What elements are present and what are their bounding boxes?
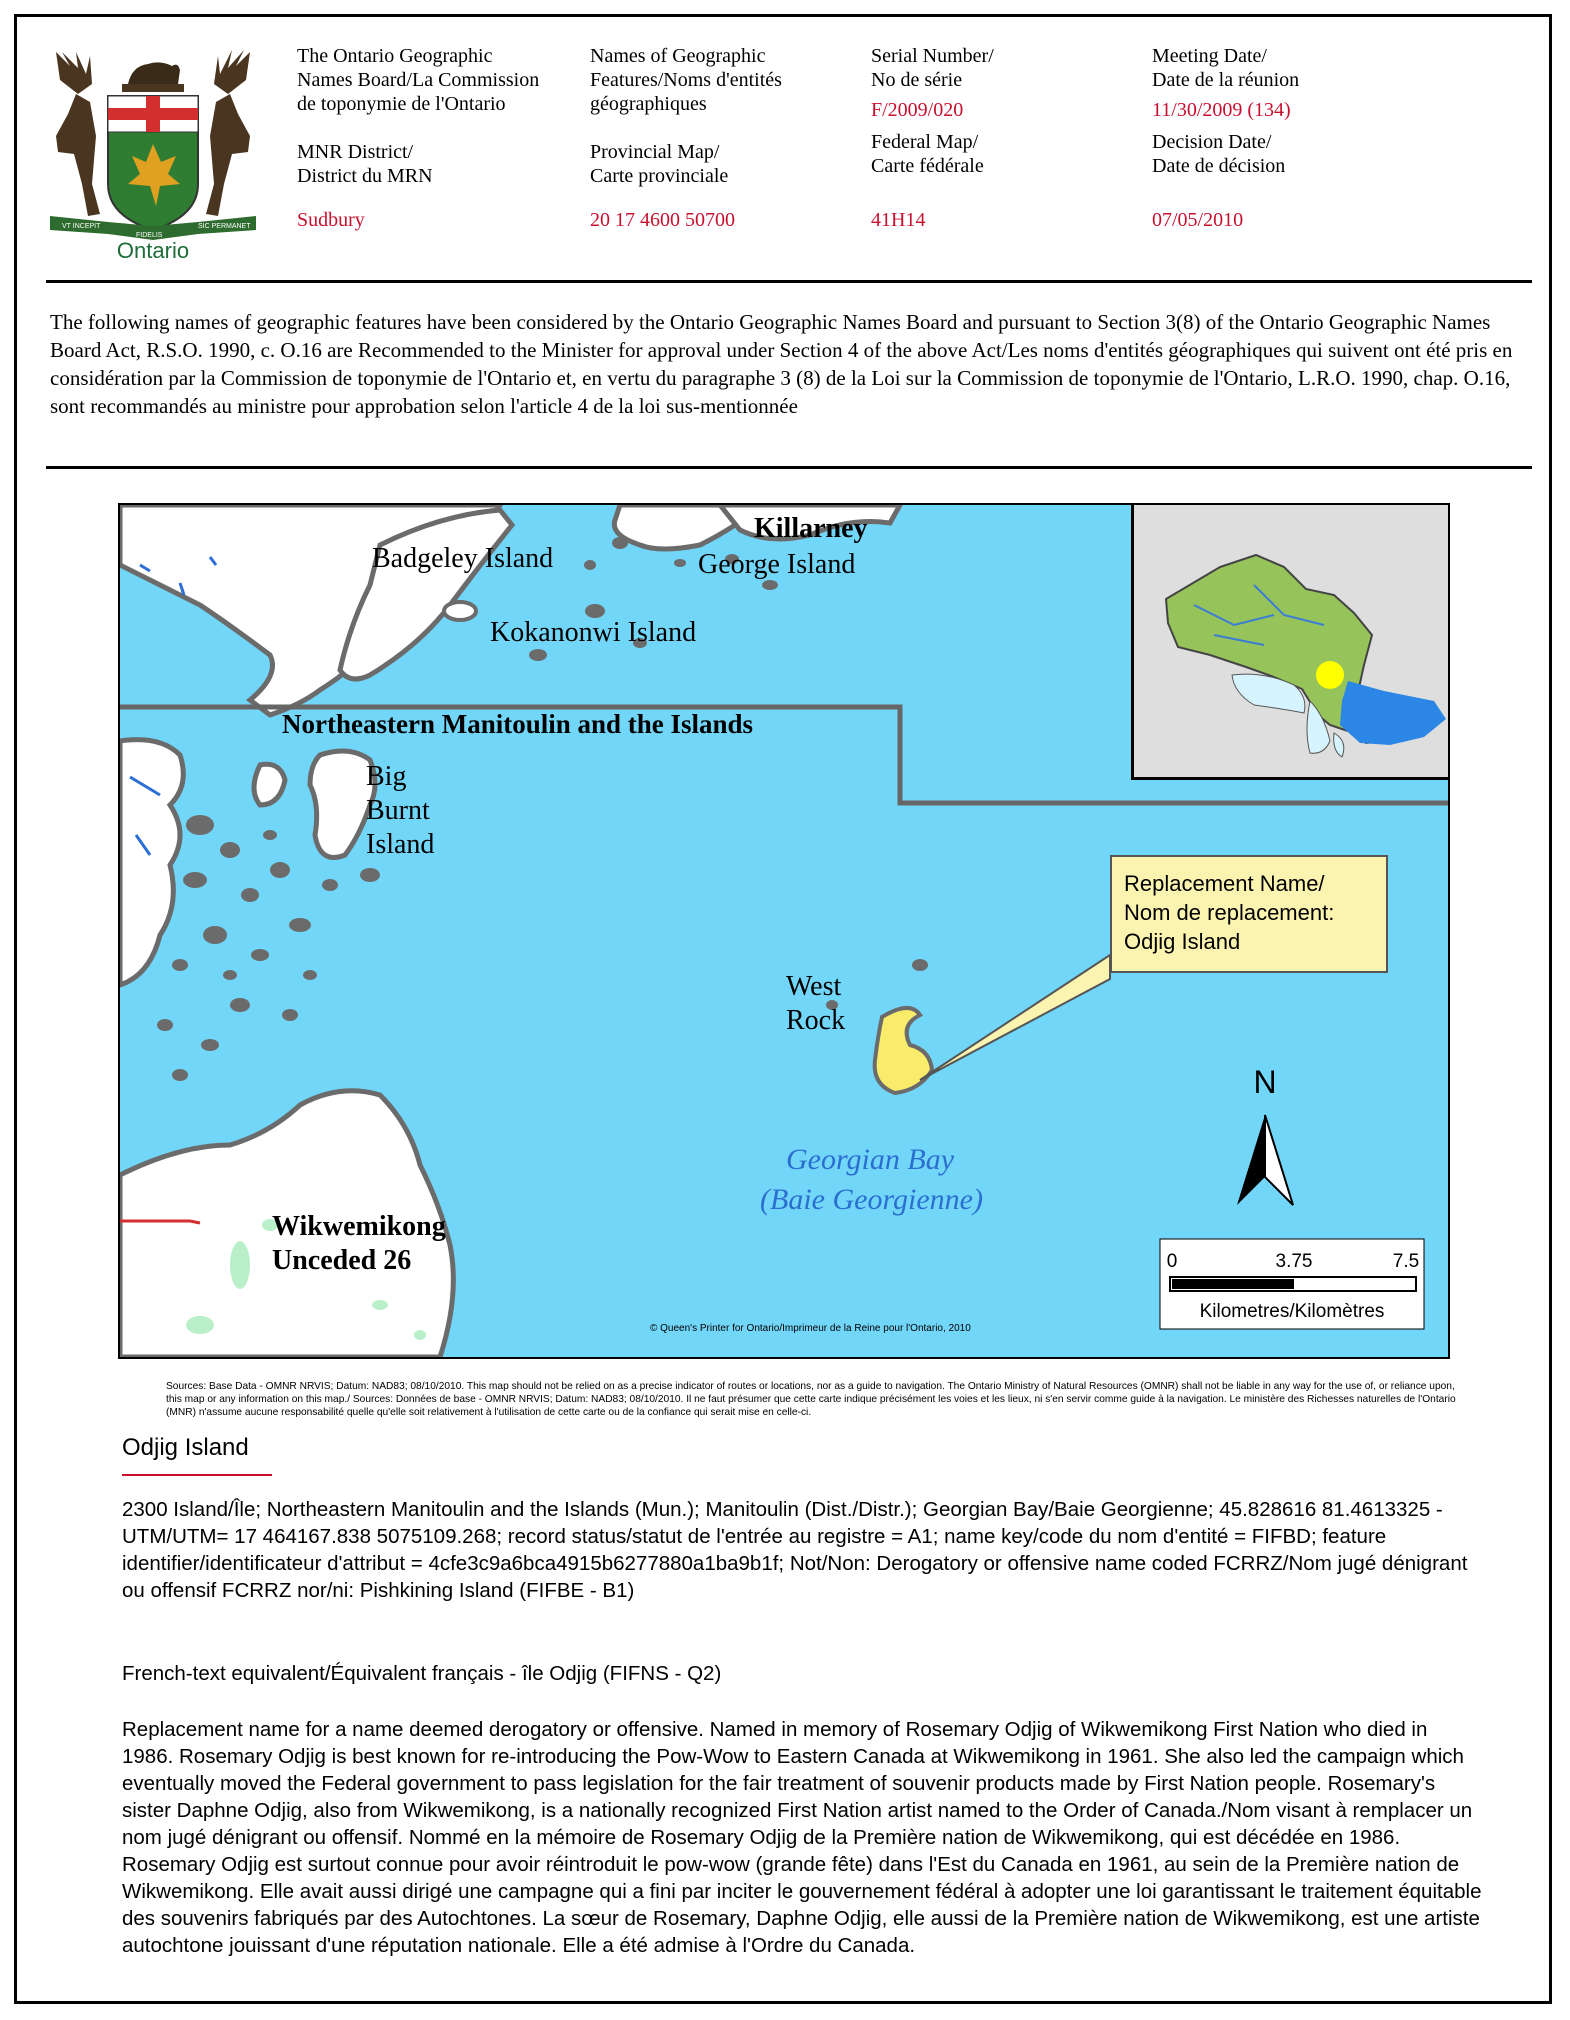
provincial-map-value: 20 17 4600 50700 [590, 209, 735, 231]
georgian-bay-label-1: Georgian Bay [786, 1143, 955, 1176]
scale-tick-2: 7.5 [1392, 1251, 1420, 1272]
provincial-map-label: Provincial Map/ Carte provinciale [590, 141, 729, 187]
mnr-district-value: Sudbury [297, 209, 365, 231]
municipality-label: Northeastern Manitoulin and the Islands [282, 709, 754, 739]
islet [612, 537, 628, 549]
callout-line-2: Nom de replacement: [1124, 900, 1335, 925]
ontario-wordmark: Ontario [116, 238, 190, 262]
islet [444, 602, 476, 620]
scale-tick-1: 3.75 [1275, 1251, 1313, 1272]
shield-icon [108, 96, 198, 230]
entry-description: Replacement name for a name deemed derogatory or offensive. Named in memory of Rosemary Odjig of Wikwemikong First Nation who died in 1986. Rosemary Odjig is best known for re-introducing the Pow-Wow to Eastern Canada at Wikwemikong in 1961. She also led the campaign which eventually moved the Federal government to pass legislation for the fair treatment of souvenir products made by First Nation people. Rosemary's sister Daphne Odjig, also from Wikwemikong, is a nationally recognized First Nation artist named to the Order of Canada./Nom visant à remplacer un nom jugé dénigrant ou offensif. Nommé en la mémoire de Rosemary Odjig de la Première nation de Wikwemikong, qui est décédée en 1986. Rosemary Odjig est surtout connue pour avoir réintroduit le pow-wow (grande fête) dans l'Est du Canada en 1961, au sein de la Première nation de Wikwemikong. Elle avait aussi dirigé une campagne qui a fini par inciter le gouvernement fédéral à adopter une loi garantissant le traitement équitable des souvenirs fabriqués par des Autochtones. La sœur de Rosemary, Daphne Odjig, elle aussi de la Première nation de Wikwemikong, est une artiste autochtone jouissant d'une réputation nationale. Elle a été admise à l'Ordre du Canada. [122, 1718, 1482, 1957]
wikwemikong-label-1: Wikwemikong [272, 1211, 446, 1242]
mnr-district-label: MNR District/ District du MRN [297, 141, 433, 187]
replacement-name-callout [1110, 855, 1388, 973]
north-label: N [1253, 1064, 1277, 1100]
header-divider [46, 280, 1532, 283]
west-rock-label-2: Rock [786, 1005, 846, 1036]
islet [762, 580, 778, 590]
deer-supporter-icon [206, 50, 250, 216]
decision-date-value: 07/05/2010 [1152, 209, 1244, 231]
map-sources-note: Sources: Base Data - OMNR NRVIS; Datum: NAD83; 08/10/2010. This map should not be relied on as a precise indicator of routes or locations, nor as a guide to navigation. The Ontario Ministry of Natural Resources (OMNR) shall not be liable in any way for the use of, or reliance upon, this map or any information on this map./ Sources: Données de base - OMNR NRVIS; Datum: NAD83; 08/10/2010. Il ne faut présumer que cette carte indique précisément les voies et les lieux, ni s'en servir comme guide à la navigation. Le ministère des Richesses naturelles de l'Ontario (MNR) n'assume aucune responsabilité quelle qu'elle soit relativement à l'utilisation de cette carte ou de la confiance qui serait mise en celle-ci. [166, 1381, 1456, 1418]
callout-line-3: Odjig Island [1124, 929, 1241, 954]
ontario-inset-south [1340, 681, 1446, 745]
big-burnt-label-1: Big [366, 761, 407, 792]
islet [584, 560, 596, 570]
scale-bar [1160, 1239, 1424, 1329]
entry-title: Odjig Island [122, 1434, 249, 1461]
serial-number-value: F/2009/020 [871, 99, 964, 121]
kokanonwi-island-label: Kokanonwi Island [490, 617, 697, 648]
moose-supporter-icon [56, 52, 100, 216]
motto-center-text: FIDELIS [136, 232, 163, 239]
west-rock-label-1: West [786, 971, 842, 1002]
bear-crest-icon [122, 62, 184, 92]
killarney-label: Killarney [754, 513, 868, 544]
inset-locator-map [1131, 503, 1450, 780]
entry-title-underline [122, 1474, 272, 1476]
motto-right-text: SIC PERMANET [198, 223, 251, 230]
motto-left-text: VT INCEPIT [62, 223, 101, 230]
meeting-date-label: Meeting Date/ Date de la réunion [1152, 45, 1300, 91]
big-burnt-label-2: Burnt [366, 795, 430, 826]
entry-details: 2300 Island/Île; Northeastern Manitoulin and the Islands (Mun.); Manitoulin (Dist./Distr.); Georgian Bay/Baie Georgienne; 45.828616 81.4613325 - UTM/UTM= 17 464167.838 5075109.268; record status/statut de l'entrée au registre = A1; name key/code du nom d'entité = FIFBD; feature identifier/identificateur d'attribut = 4cfe3c9a6bca4915b6277880a1ba9b1f; Not/Non: Derogatory or offensive name coded FCRRZ/Nom jugé dénigrant ou offensif FCRRZ nor/ni: Pishkining Island (FIFBE - B1) [122, 1498, 1468, 1602]
islet [674, 559, 686, 567]
wikwemikong-label-2: Unceded 26 [272, 1245, 412, 1276]
location-marker [1316, 661, 1344, 689]
george-island-label: George Island [698, 549, 856, 580]
decision-date-label: Decision Date/ Date de décision [1152, 131, 1286, 177]
intro-paragraph: The following names of geographic features have been considered by the Ontario Geographic Names Board and pursuant to Section 3(8) of the Ontario Geographic Names Board Act, R.S.O. 1990, c. O.16 are Recommended to the Minister for approval under Section 4 of the above Act/Les noms d'entités géographiques qui suivent ont été pris en considération par la Commission de toponymie de l'Ontario et, en vertu du paragraphe 3 (8) de la Loi sur la Commission de toponymie de l'Ontario, L.R.O. 1990, chap. O.16, sont recommandés au ministre pour approbation selon l'article 4 de la loi sus-mentionnée [50, 310, 1513, 418]
intro-divider [46, 466, 1532, 469]
meeting-date-value: 11/30/2009 (134) [1152, 99, 1291, 121]
board-name: The Ontario Geographic Names Board/La Commission de toponymie de l'Ontario [297, 45, 540, 115]
scale-tick-0: 0 [1166, 1251, 1178, 1272]
islet [529, 649, 547, 661]
ontario-coat-of-arms-logo [48, 44, 258, 262]
map-copyright: © Queen's Printer for Ontario/Imprimeur de la Reine pour l'Ontario, 2010 [650, 1323, 971, 1334]
badgeley-island-label: Badgeley Island [372, 543, 554, 574]
big-burnt-label-3: Island [366, 829, 435, 860]
callout-line-1: Replacement Name/ [1124, 871, 1325, 896]
federal-map-value: 41H14 [871, 209, 926, 231]
georgian-bay-label-2: (Baie Georgienne) [760, 1183, 983, 1216]
inset-map-canvas [1134, 505, 1450, 777]
french-equivalent: French-text equivalent/Équivalent français - île Odjig (FIFNS - Q2) [122, 1662, 722, 1685]
location-map [118, 503, 1450, 1359]
names-label: Names of Geographic Features/Noms d'entités géographiques [590, 45, 782, 115]
serial-number-label: Serial Number/ No de série [871, 45, 994, 91]
federal-map-label: Federal Map/ Carte fédérale [871, 131, 984, 177]
scale-units: Kilometres/Kilomètres [1199, 1301, 1385, 1322]
islet [585, 604, 605, 618]
